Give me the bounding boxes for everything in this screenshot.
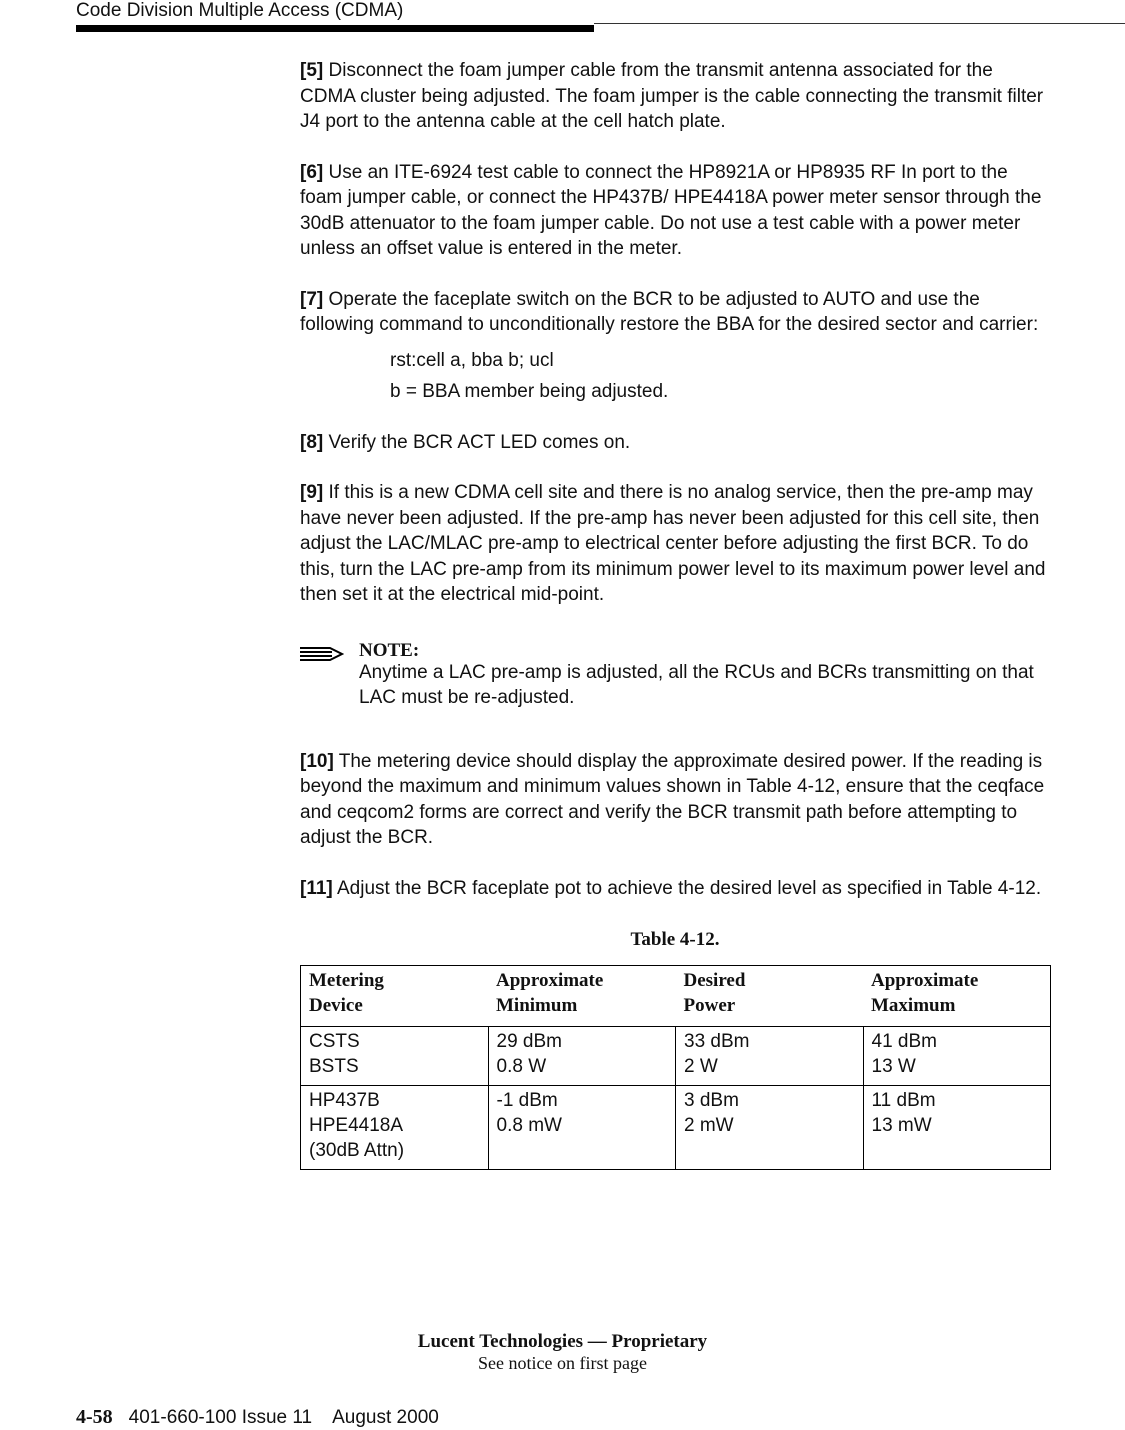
- table-cell: CSTS BSTS: [301, 1026, 489, 1085]
- step-text: Adjust the BCR faceplate pot to achieve the desired level as specified in Table 4-12.: [332, 877, 1042, 899]
- doc-date: August 2000: [332, 1407, 439, 1428]
- command-block: [300, 348, 1050, 404]
- table-cell: HP437B HPE4418A (30dB Attn): [301, 1085, 489, 1169]
- step-7: [300, 287, 1050, 338]
- table-row: [301, 1026, 1051, 1085]
- step-number: [6]: [300, 161, 324, 183]
- main-content: [300, 58, 1050, 1170]
- footer-proprietary: Lucent Technologies — Proprietary: [417, 1331, 708, 1352]
- table-header-row: [301, 965, 1051, 1026]
- header-desired-power: Desired Power: [676, 965, 864, 1026]
- step-number: [9]: [300, 482, 324, 503]
- note-callout: [300, 639, 1050, 711]
- step-number: [10]: [300, 750, 334, 772]
- table-cell: 29 dBm 0.8 W: [488, 1026, 676, 1085]
- step-text: If this is a new CDMA cell site and there is no analog service, then the pre-amp may have never been adjusted. If the pre-amp has never been adjusted for this cell site, then adjust the LAC/MLAC pre-amp to electrical center before adjusting the first BCR. To do this, turn the LAC pre-amp from its minimum power level to its maximum power level and then set it at the electrical mid-point.: [300, 482, 1046, 605]
- step-10: [300, 749, 1050, 851]
- page-footer: [76, 1406, 439, 1429]
- footer-notice: See notice on first page: [478, 1353, 647, 1373]
- table-cell: 11 dBm 13 mW: [863, 1085, 1051, 1169]
- header-approx-maximum: Approximate Maximum: [863, 965, 1051, 1026]
- step-5: [300, 58, 1050, 135]
- note-label: NOTE:: [359, 639, 420, 661]
- step-text: Disconnect the foam jumper cable from the transmit antenna associated for the CDMA cluster being adjusted. The foam jumper is the cable connecting the transmit filter J4 port to the antenna cable at the cell hatch plate.: [300, 60, 1044, 132]
- table-cell: -1 dBm 0.8 mW: [488, 1085, 676, 1169]
- table-caption: Table 4-12.: [630, 929, 720, 950]
- header-rule-thin: [594, 23, 1125, 24]
- step-text: Use an ITE-6924 test cable to connect the HP8921A or HP8935 RF In port to the foam jumper cable, or connect the HP437B/ HPE4418A power meter sensor through the 30dB attenuator to the foam jumper cable. Do not use a test cable with a power meter unless an offset value is entered in the meter.: [300, 161, 1042, 259]
- table-cell: 33 dBm 2 W: [676, 1026, 864, 1085]
- table-row: [301, 1085, 1051, 1169]
- step-number: [11]: [300, 877, 333, 899]
- header-approx-minimum: Approximate Minimum: [488, 965, 676, 1026]
- doc-number: 401-660-100 Issue 11: [128, 1407, 313, 1428]
- power-spec-table: [300, 965, 1051, 1170]
- page-number: 4-58: [76, 1406, 113, 1428]
- table-cell: 41 dBm 13 W: [863, 1026, 1051, 1085]
- header-rule-thick: [76, 25, 594, 32]
- step-11: [300, 876, 1050, 902]
- step-text: Verify the BCR ACT LED comes on.: [323, 431, 631, 453]
- command-description: b = BBA member being adjusted.: [390, 380, 669, 402]
- step-6: [300, 160, 1050, 262]
- note-text: Anytime a LAC pre-amp is adjusted, all the RCUs and BCRs transmitting on that LAC must be re-adjusted.: [359, 661, 1034, 708]
- step-8: [300, 430, 1050, 456]
- command-text: rst:cell a, bba b; ucl: [390, 349, 554, 371]
- step-number: [8]: [300, 431, 324, 453]
- table-cell: 3 dBm 2 mW: [676, 1085, 864, 1169]
- header-metering-device: Metering Device: [301, 965, 489, 1026]
- note-arrow-icon: [300, 646, 344, 662]
- step-text: Operate the faceplate switch on the BCR to be adjusted to AUTO and use the following command to unconditionally restore the BBA for the desired sector and carrier:: [300, 288, 1039, 335]
- step-9: [300, 480, 1050, 608]
- header-title: Code Division Multiple Access (CDMA): [76, 0, 404, 21]
- step-text: The metering device should display the approximate desired power. If the reading is beyond the maximum and minimum values shown in Table 4-12, ensure that the ceqface and ceqcom2 forms are correct and verify the BCR transmit path before attempting to adjust the BCR.: [300, 750, 1045, 848]
- step-number: [7]: [300, 288, 324, 310]
- step-number: [5]: [300, 60, 324, 81]
